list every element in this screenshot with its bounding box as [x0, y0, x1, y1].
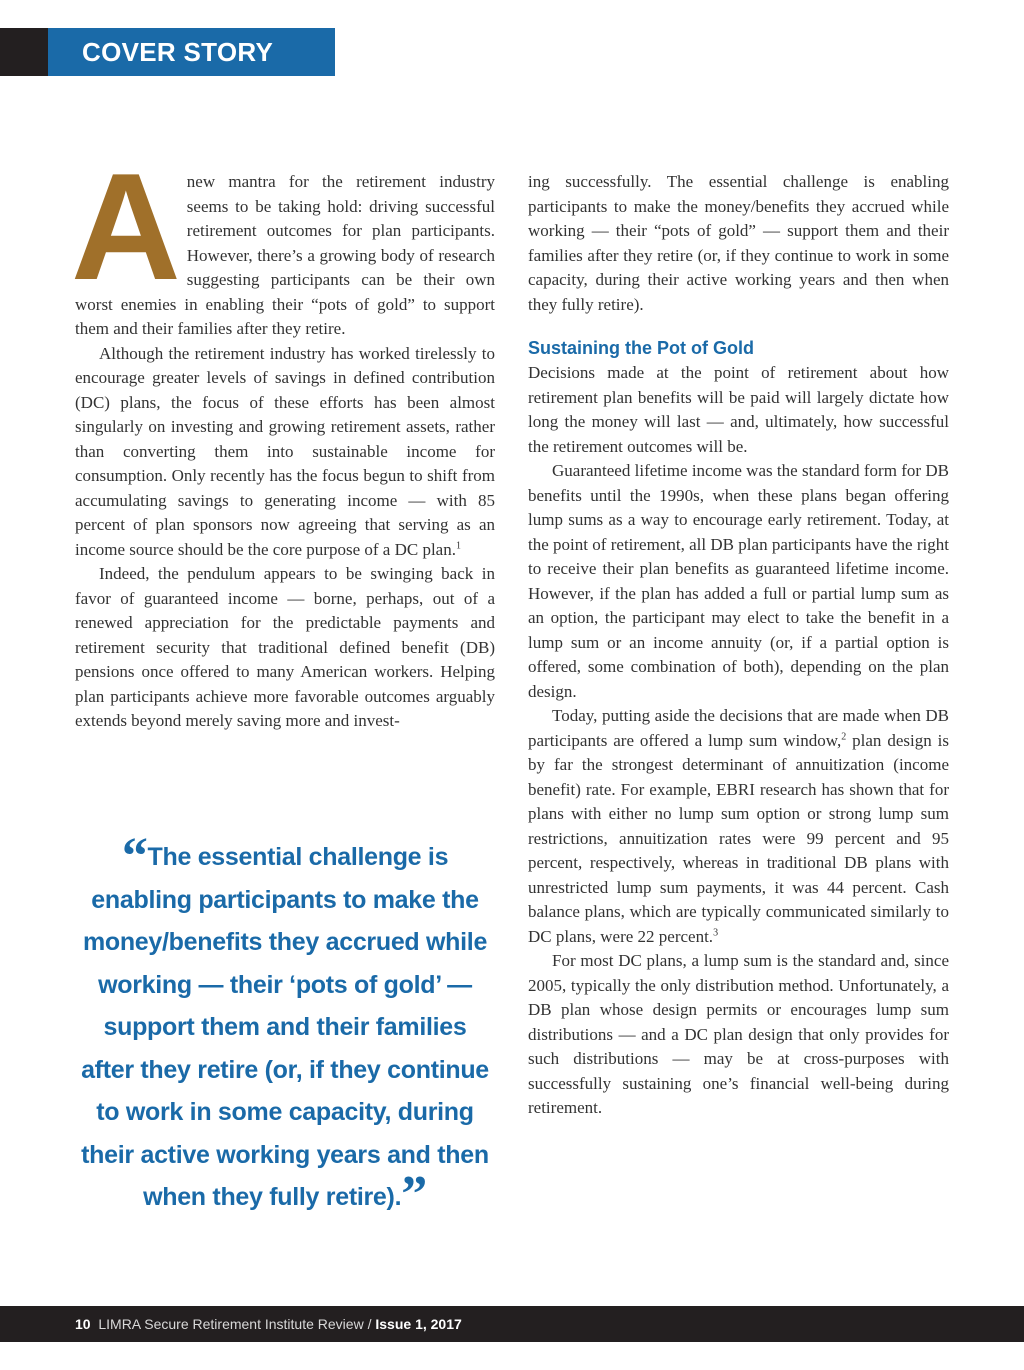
body-paragraph: For most DC plans, a lump sum is the standard and, since 2005, typically the only distribution method. Unfortunately, a DB plan whose design permits or encourages lump sum distributions — and a DC plan design that only provides for such distributions — may be at cross-purposes with successfully sustaining one’s financial well-being during retirement.: [528, 951, 949, 1117]
right-column: [528, 170, 949, 1121]
subheading: Sustaining the Pot of Gold: [528, 338, 754, 358]
drop-cap: A: [71, 142, 181, 312]
footnote-ref: 2: [841, 730, 847, 742]
publication-name: LIMRA Secure Retirement Institute Review: [98, 1316, 364, 1332]
issue-label: Issue 1, 2017: [375, 1316, 462, 1332]
page-footer: [0, 1306, 1024, 1342]
body-paragraph: Decisions made at the point of retirement about how retirement plan benefits will be paid will largely dictate how long the money will last — and, ultimately, how successful the retirement outcomes will be.: [528, 363, 949, 456]
section-label: COVER STORY: [48, 28, 335, 76]
open-quote-mark: “: [121, 828, 148, 885]
footnote-ref: 1: [455, 539, 461, 551]
close-quote-mark: ”: [401, 1166, 427, 1223]
continued-paragraph: ing successfully. The essential challenge is enabling participants to make the money/benefits they accrued while working — their “pots of gold” — support them and their families after they retire (or, if they continue to work in some capacity, during their active working years and then when they fully retire).: [528, 172, 949, 314]
header-black-block: [0, 28, 48, 76]
body-paragraph: Guaranteed lifetime income was the standard form for DB benefits until the 1990s, when these plans began offering lump sums as a way to encourage early retirement. Today, at the point of retirement, all DB plan participants have the right to receive their plan benefits as guaranteed lifetime income. However, if the plan has added a full or partial lump sum as an option, the participant may elect to take the benefit in a lump sum or an income annuity (or, if a partial option is offered, some combination of both), depending on the plan design.: [528, 461, 949, 701]
page-number: 10: [75, 1316, 91, 1332]
footer-separator: /: [363, 1316, 376, 1332]
pull-quote: [75, 828, 495, 1223]
pull-quote-text: The essential challenge is enabling participants to make the money/benefits they accrued while working — their ‘pots of gold’ — support them and their families after they retire (or, if they continue to work in some capacity, during their active working years and then when they fully retire).: [81, 843, 489, 1211]
intro-paragraph: Anew mantra for the retirement industry seems to be taking hold: driving successful retirement outcomes for plan participants. However, there’s a growing body of research suggesting participants can be their own worst enemies in enabling their “pots of gold” to support them and their families after they retire.: [71, 142, 495, 338]
left-column: [71, 142, 495, 734]
body-paragraph: Indeed, the pendulum appears to be swinging back in favor of guaranteed income — borne, perhaps, out of a renewed appreciation for the predictable payments and retirement security that traditional defined benefit (DB) pensions once offered to many American workers. Helping plan participants achieve more favorable outcomes arguably extends beyond merely saving more and invest-: [75, 564, 495, 730]
body-paragraph: Although the retirement industry has worked tirelessly to encourage greater levels of savings in defined contribution (DC) plans, the focus of these efforts has been almost singularly on investing and growing retirement assets, rather than converting them into sustainable income for consumption. Only recently has the focus begun to shift from accumulating savings to generating income — with 85 percent of plan sponsors now agreeing that serving as an income source should be the core purpose of a DC plan.$^1$: [75, 343, 495, 559]
footnote-ref: 3: [713, 926, 719, 938]
body-paragraph: Today, putting aside the decisions that are made when DB participants are offered a lump sum window,$^2$ plan design is by far the strongest determinant of annuitization (income benefit) rate. For example, EBRI research has shown that for plans with either no lump sum option or strong lump sum restrictions, annuitization rates were 99 percent and 95 percent, respectively, whereas in traditional DB plans with unrestricted lump sum payments, it was 44 percent. Cash balance plans, which are typically communicated similarly to DC plans, were 22 percent.$^3$: [528, 706, 950, 946]
